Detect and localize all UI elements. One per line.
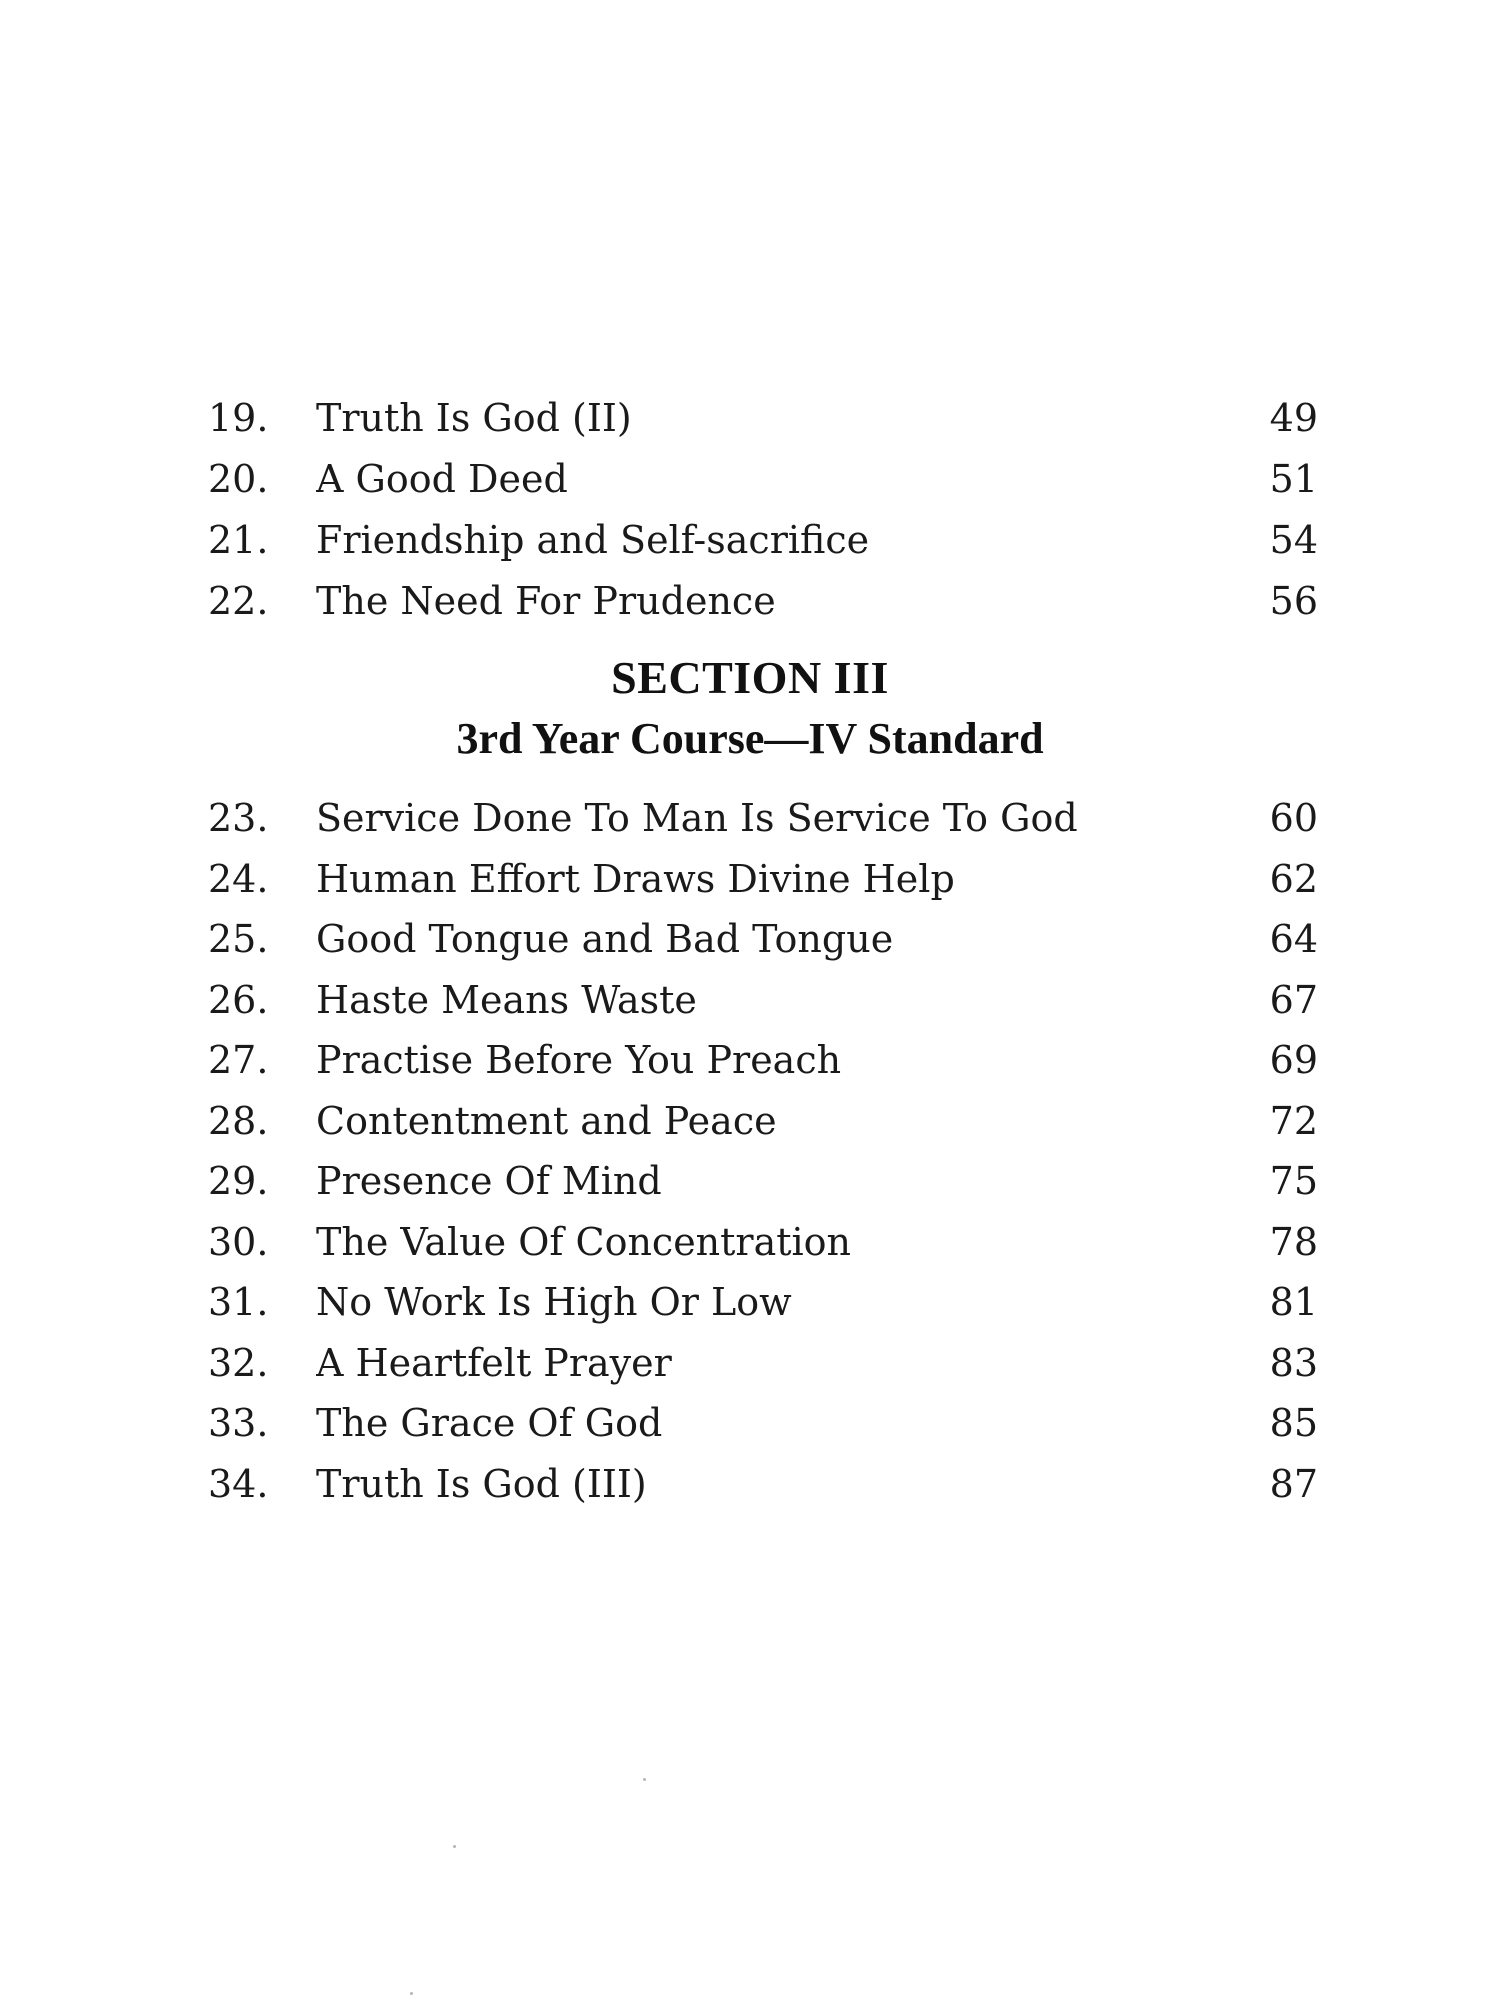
toc-entry-title: Truth Is God (II): [316, 396, 632, 440]
toc-entry-number: 25.: [208, 917, 269, 961]
toc-entry-title: Friendship and Self-sacrifice: [316, 518, 870, 562]
toc-entry-title: Human Effort Draws Divine Help: [316, 856, 955, 901]
toc-entry: [208, 449, 1318, 510]
toc-entry-title: Good Tongue and Bad Tongue: [316, 917, 894, 961]
toc-entry-page: 87: [1269, 1461, 1318, 1506]
toc-entry-page: 51: [1269, 457, 1318, 501]
toc-entry-page: 62: [1269, 856, 1318, 901]
toc-entry-page: 67: [1269, 977, 1318, 1022]
toc-entry: [208, 571, 1318, 632]
toc-entry-page: 56: [1269, 579, 1318, 623]
toc-entry-title: A Good Deed: [316, 457, 568, 501]
toc-entry: [208, 1030, 1318, 1091]
toc-list-section-3: [208, 788, 1318, 1514]
toc-entry-number: 24.: [208, 856, 269, 901]
toc-entry-title: Presence Of Mind: [316, 1159, 662, 1203]
toc-entry-title: No Work Is High Or Low: [316, 1280, 792, 1324]
scan-speck: [453, 1845, 456, 1848]
toc-entry-title: The Grace Of God: [316, 1401, 663, 1445]
toc-entry-page: 75: [1269, 1159, 1318, 1203]
toc-entry-title: A Heartfelt Prayer: [316, 1340, 672, 1385]
toc-entry-number: 33.: [208, 1401, 269, 1445]
toc-entry-page: 83: [1269, 1340, 1318, 1385]
toc-entry-title: Practise Before You Preach: [316, 1038, 842, 1082]
toc-entry-number: 29.: [208, 1159, 269, 1203]
toc-entry-page: 64: [1269, 917, 1318, 961]
toc-entry-title: The Need For Prudence: [316, 579, 776, 623]
toc-entry: [208, 1393, 1318, 1454]
toc-entry-page: 78: [1269, 1219, 1318, 1264]
toc-entry: [208, 1091, 1318, 1152]
toc-entry-number: 19.: [208, 396, 269, 440]
toc-entry: [208, 970, 1318, 1031]
toc-entry-page: 85: [1269, 1401, 1318, 1445]
toc-entry: [208, 1151, 1318, 1212]
toc-entry-number: 30.: [208, 1219, 269, 1264]
toc-entry-page: 81: [1269, 1280, 1318, 1324]
scan-speck: [410, 1992, 413, 1995]
scan-speck: [643, 1778, 646, 1781]
toc-entry: [208, 388, 1318, 449]
toc-list-section-2: [208, 388, 1318, 632]
section-title: SECTION III: [611, 652, 889, 703]
toc-entry-number: 26.: [208, 977, 269, 1022]
toc-entry: [208, 1333, 1318, 1394]
toc-entry-page: 69: [1269, 1038, 1318, 1082]
toc-entry-title: Truth Is God (III): [316, 1461, 647, 1506]
toc-entry-title: The Value Of Concentration: [316, 1219, 852, 1264]
toc-entry-page: 60: [1269, 796, 1318, 840]
toc-entry-number: 21.: [208, 518, 269, 562]
toc-entry-title: Haste Means Waste: [316, 977, 697, 1022]
toc-entry-number: 31.: [208, 1280, 269, 1324]
toc-entry-number: 27.: [208, 1038, 269, 1082]
toc-entry-page: 54: [1269, 518, 1318, 562]
toc-entry-page: 49: [1269, 396, 1318, 440]
toc-entry: [208, 1272, 1318, 1333]
toc-entry-title: Contentment and Peace: [316, 1098, 777, 1143]
toc-entry-number: 22.: [208, 579, 269, 623]
toc-entry-number: 23.: [208, 796, 269, 840]
section-heading: [0, 648, 1500, 770]
toc-entry-title: Service Done To Man Is Service To God: [316, 796, 1078, 840]
toc-entry: [208, 510, 1318, 571]
toc-entry: [208, 849, 1318, 910]
toc-entry-number: 34.: [208, 1461, 269, 1506]
toc-entry: [208, 1454, 1318, 1515]
toc-entry-number: 28.: [208, 1098, 269, 1143]
toc-entry-page: 72: [1269, 1098, 1318, 1143]
toc-entry: [208, 788, 1318, 849]
toc-entry: [208, 909, 1318, 970]
section-subtitle: 3rd Year Course—IV Standard: [456, 714, 1044, 763]
toc-entry-number: 32.: [208, 1340, 269, 1385]
toc-entry: [208, 1212, 1318, 1273]
toc-entry-number: 20.: [208, 457, 269, 501]
